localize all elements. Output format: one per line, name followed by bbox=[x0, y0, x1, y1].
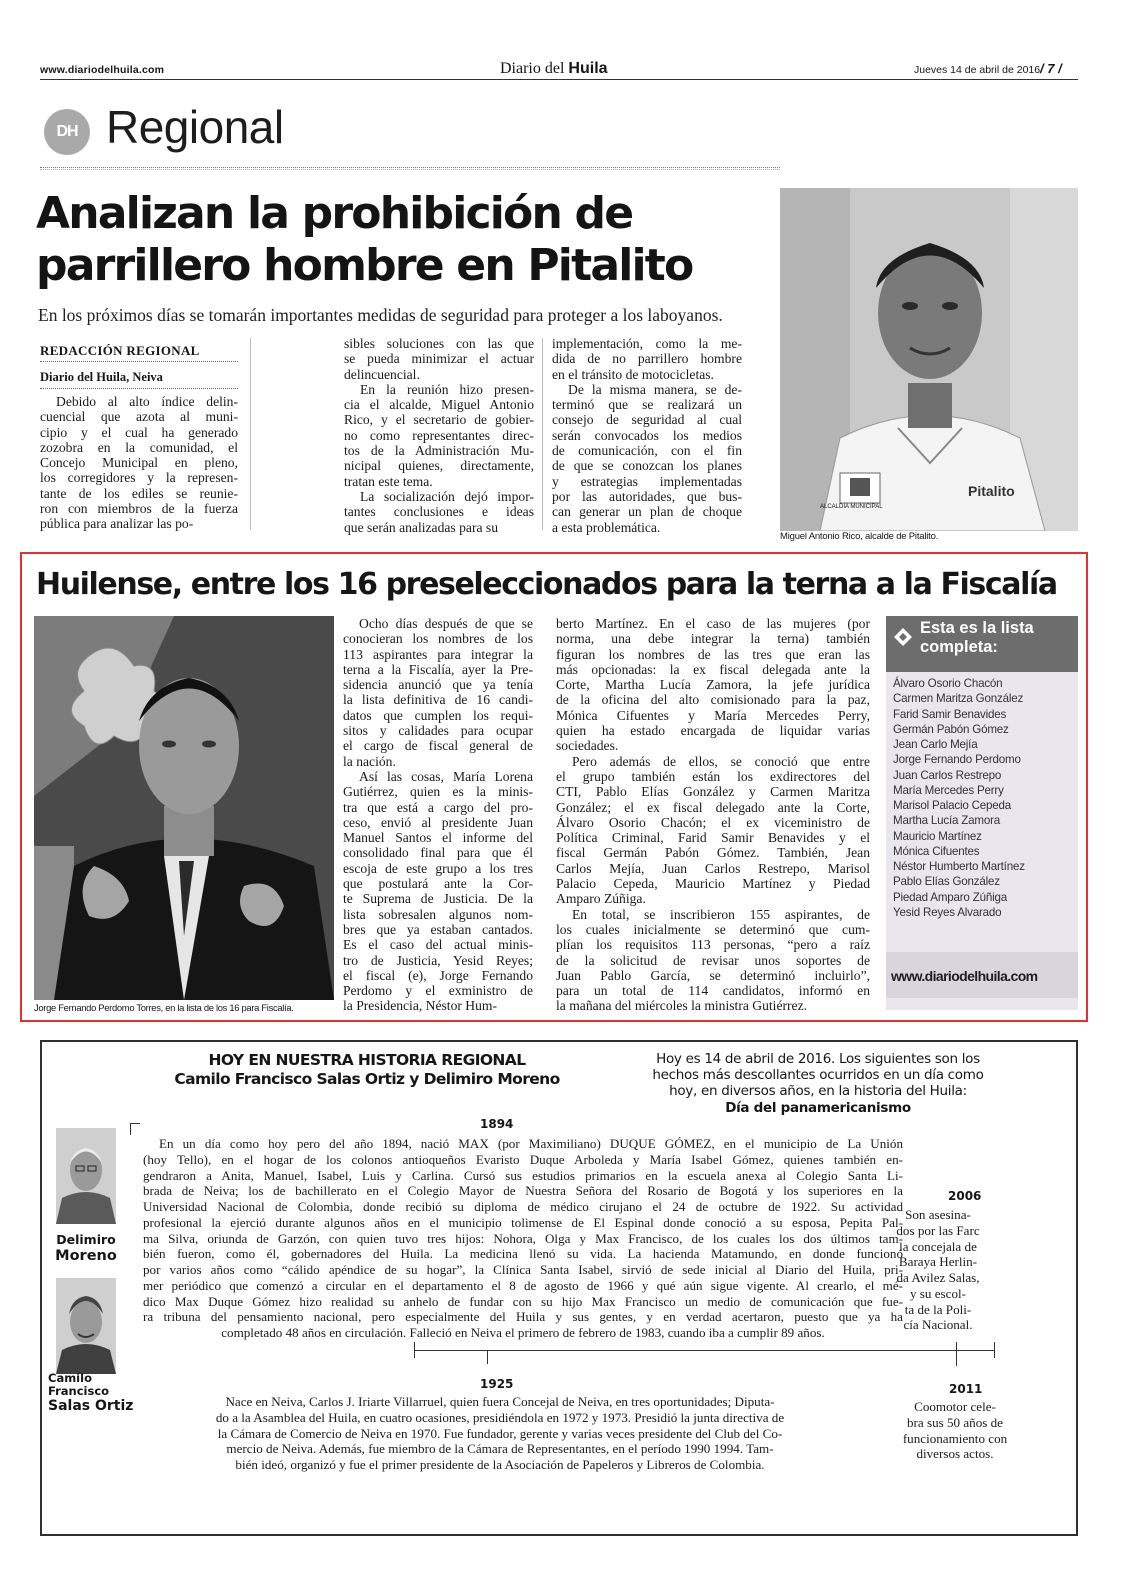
photo-fiscal-perdomo bbox=[34, 616, 334, 1000]
timeline-tick bbox=[994, 1342, 995, 1358]
candidate-name: Martha Lucía Zamora bbox=[893, 814, 1001, 828]
text-line: pública para analizar las po- bbox=[40, 516, 194, 532]
text-line: lista sobresalen algunos nom- bbox=[343, 906, 533, 922]
page-number: / 7 / bbox=[1040, 61, 1062, 76]
text-line: consejo de seguridad al cual bbox=[552, 412, 742, 428]
text-line: por varios años como “cálido apéndice de su hogar”, la Clínica Santa Isabel, sirvió de sede inicial al Diario del Huila, pri- bbox=[143, 1262, 903, 1277]
text-line: En la reunión hizo presen- bbox=[360, 381, 534, 397]
text-line: can generar un plan de choque bbox=[552, 504, 742, 520]
text-line: la Presidencia, Néstor Hum- bbox=[343, 998, 498, 1014]
text-line: norma, una debe integrar la terna) también bbox=[556, 631, 870, 647]
history-day-title: Día del panamericanismo bbox=[725, 1100, 911, 1116]
text-line: ron con miembros de la fuerza bbox=[40, 501, 238, 517]
article1-deck: En los próximos días se tomarán importantes medidas de seguridad para proteger a los laboyanos. bbox=[38, 305, 723, 325]
uniform-badge-left: ALCALDIA MUNICIPAL bbox=[820, 504, 883, 510]
text-line: dida de no parrillero hombre bbox=[552, 351, 742, 367]
article1-column-2 bbox=[344, 336, 534, 535]
text-line: la concejala de bbox=[899, 1238, 977, 1254]
text-line: datos que cumplen los requi- bbox=[343, 707, 533, 723]
text-line: de la oficina del alto comisionado para la paz, bbox=[556, 692, 870, 708]
text-line: tante de los ediles se reunie- bbox=[40, 485, 238, 501]
intro-line: hoy, en diversos años, en la historia del Huila: bbox=[669, 1083, 967, 1099]
text-line: (hoy Tello), en el hogar de los colonos antioqueños Evaristo Duque Arboleda y María Isabel Gómez, quienes también en- bbox=[143, 1151, 903, 1167]
article1-dateline: Diario del Huila, Neiva bbox=[40, 370, 163, 384]
text-line: bién fueron, como él, gobernadores del Huila. La medicina llenó su vida. La hacienda Matamundo, en donde funcionó bbox=[143, 1246, 903, 1262]
year-1894: 1894 bbox=[480, 1117, 514, 1131]
section-title: Regional bbox=[106, 101, 284, 153]
text-line: Es el caso del actual minis- bbox=[343, 937, 533, 953]
text-line: quien ha estado encargada de liquidar varias bbox=[556, 723, 870, 739]
text-line: mer periódico que comenzó a circular en el departamento el 8 de agosto de 1966 y qué aún sigue vigente. Al crearlo, el mé- bbox=[143, 1277, 903, 1293]
text-line: ta de la Poli- bbox=[904, 1301, 972, 1317]
timeline-tick bbox=[487, 1350, 488, 1364]
candidate-name: Néstor Humberto Martínez bbox=[893, 860, 1025, 873]
candidate-name: Álvaro Osorio Chacón bbox=[893, 677, 1003, 690]
issue-date: Jueves 14 de abril de 2016 bbox=[914, 64, 1041, 76]
text-line: en el tránsito de motocicletas. bbox=[552, 366, 714, 382]
text-line: Son asesina- bbox=[905, 1207, 971, 1222]
intro-line: hechos más descollantes ocurridos en un día como bbox=[652, 1067, 984, 1083]
event-2011-text bbox=[900, 1399, 1010, 1462]
text-line: plían los requisitos 113 personas, “pero a raíz bbox=[556, 937, 870, 953]
timeline-tick bbox=[414, 1342, 415, 1358]
year-2011: 2011 bbox=[949, 1382, 983, 1396]
text-line: Nace en Neiva, Carlos J. Iriarte Villarruel, quien fuera Concejal de Neiva, en tres oportunidades; Diputa- bbox=[225, 1394, 775, 1409]
timeline-tick bbox=[130, 1123, 140, 1124]
article1-byline: REDACCIÓN REGIONAL bbox=[40, 343, 200, 358]
text-line: la lista definitiva de 16 candi- bbox=[343, 692, 533, 708]
text-line: bién ideó, organizó y fue el primer presidente de la Asociación de Papeleros y Libreros de Colombia. bbox=[235, 1457, 765, 1472]
text-line: Así las cosas, María Lorena bbox=[359, 768, 533, 784]
text-line: terna a la Fiscalía, ayer la Pre- bbox=[343, 661, 533, 677]
text-line: ra tribuna del pensamiento nacional, pero especialmente del Huila y sus gentes, y en verdad acertaron, puesto que ya ha bbox=[143, 1309, 903, 1325]
event-1894-text bbox=[143, 1136, 903, 1341]
text-line: dos por las Farc bbox=[896, 1222, 980, 1238]
photo-delimiro-moreno bbox=[56, 1128, 116, 1224]
event-1925-text bbox=[150, 1394, 850, 1473]
candidate-name: Juan Carlos Restrepo bbox=[893, 768, 1002, 782]
column-divider bbox=[542, 338, 543, 530]
article1-column-1 bbox=[40, 394, 238, 532]
text-line: En total, se inscribieron 155 aspirantes, de bbox=[572, 906, 870, 922]
article1-headline: Analizan la prohibición de parrillero hombre en Pitalito bbox=[36, 188, 693, 291]
text-line: tos de la Administración Mu- bbox=[344, 443, 534, 459]
text-line: delincuencial. bbox=[344, 366, 420, 382]
text-line: Coomotor cele- bbox=[914, 1399, 996, 1414]
text-line: bra sus 50 años de bbox=[906, 1414, 1003, 1430]
text-line: Palacio Cepeda, Mauricio Martínez y Piedad bbox=[556, 876, 870, 892]
photo-caption: Jorge Fernando Perdomo Torres, en la lista de los 16 para Fiscalía. bbox=[34, 1002, 294, 1013]
candidate-name: Farid Samir Benavides bbox=[893, 707, 1007, 721]
article1-column-3 bbox=[552, 336, 742, 535]
text-line: do a la Asamblea del Huila, en cuatro ocasiones, presidiéndola en 1972 y 1973. Presidió la junta directiva de bbox=[215, 1409, 785, 1425]
text-line: tro de Justicia, Yesid Reyes; bbox=[343, 952, 533, 968]
text-line: La socialización dejó impor- bbox=[360, 488, 534, 504]
text-line: para un total de 114 candidatos, informó en bbox=[556, 983, 870, 999]
text-line: Amparo Zúñiga. bbox=[556, 891, 646, 907]
text-line: Perdomo y el exministro de bbox=[343, 983, 533, 999]
sidebar-title: Esta es la lista completa: bbox=[920, 619, 1034, 656]
header-rule bbox=[40, 79, 1078, 80]
article2-headline: Huilense, entre los 16 preseleccionados para la terna a la Fiscalía bbox=[36, 567, 1057, 602]
candidate-name: Piedad Amparo Zúñiga bbox=[893, 890, 1007, 904]
text-line: de que se conozcan los planes bbox=[552, 458, 742, 474]
text-line: el cargo de fiscal general de bbox=[343, 738, 533, 754]
text-line: que serán analizadas para su bbox=[344, 519, 498, 535]
text-line: diversos actos. bbox=[916, 1446, 994, 1462]
text-line: da Avilez Salas, bbox=[896, 1270, 980, 1285]
text-line: sibles soluciones con las que bbox=[344, 336, 534, 351]
text-line: tratan este tema. bbox=[344, 473, 433, 489]
text-line: de la solicitud de revisar unos soportes de bbox=[556, 952, 870, 968]
diamond-bullet-icon bbox=[893, 627, 913, 647]
text-line: conocieran los nombres de los bbox=[343, 631, 533, 647]
text-line: terminó que se realizará un bbox=[552, 397, 742, 413]
text-line: tra que está a cargo del pro- bbox=[343, 799, 533, 815]
text-line: brada de Neiva; los de bachillerato en el Colegio Mayor de Nuestra Señora del Rosario de Bogotá y los superiores en la bbox=[143, 1183, 903, 1199]
sidebar-url[interactable]: www.diariodelhuila.com bbox=[891, 968, 1038, 984]
text-line: fiscal Germán Pabón Gómez. También, Jean bbox=[556, 845, 870, 861]
text-line: consolidado final para que él bbox=[343, 845, 533, 861]
text-line: Carlos Mejía, Juan Carlos Restrepo, Marisol bbox=[556, 860, 870, 876]
text-line: Álvaro Osorio Chacón; el ex viceministro de bbox=[556, 814, 870, 830]
text-line: ma Silva, oriunda de Garzón, con quien tuvo tres hijos: Nohora, Olga y Max Francisco, de los cuales los dos últimos tam- bbox=[143, 1230, 903, 1246]
text-line: Mónica Cifuentes y María Mercedes Perry, bbox=[556, 707, 870, 723]
text-line: sociedades. bbox=[556, 738, 619, 754]
text-line: ceso, envió al presidente Juan bbox=[343, 814, 533, 830]
text-line: gendraron a Anita, Manuel, Isabel, Luis y Carlina. Cursó sus estudios primarios en la escuela anexa al Colegio Santa Li- bbox=[143, 1167, 903, 1183]
text-line: implementación, como la me- bbox=[552, 336, 742, 351]
text-line: berto Martínez. En el caso de las mujeres (por bbox=[556, 616, 870, 631]
text-line: Concejo Municipal en pleno, bbox=[40, 455, 238, 471]
timeline-axis bbox=[414, 1350, 994, 1351]
text-line: más opcionadas: la ex fiscal delegada ante la bbox=[556, 661, 870, 677]
text-line: Debido al alto índice delin- bbox=[56, 394, 238, 409]
author-delimiro-moreno: Delimiro Moreno bbox=[55, 1232, 117, 1264]
text-line: los cuales inicialmente se determinó que cum- bbox=[556, 921, 870, 937]
text-line: Pero además de ellos, se conoció que entre bbox=[572, 753, 870, 769]
text-line: serán convocados los medios bbox=[552, 427, 742, 443]
dh-logo-badge: DH bbox=[44, 109, 90, 155]
text-line: tantes conclusiones e ideas bbox=[344, 504, 534, 520]
candidate-name: Jorge Fernando Perdomo bbox=[893, 753, 1021, 767]
candidates-list bbox=[893, 676, 1079, 920]
timeline-tick bbox=[956, 1342, 957, 1366]
author-camilo-salas: Camilo Francisco Salas Ortiz bbox=[48, 1371, 134, 1414]
text-line: Baraya Herlin- bbox=[898, 1254, 978, 1270]
text-line: Manuel Santos el informe del bbox=[343, 830, 533, 846]
photo-camilo-salas bbox=[56, 1278, 116, 1374]
newspaper-name: Diario del Huila bbox=[500, 60, 608, 77]
text-line: el fiscal (e), Jorge Fernando bbox=[343, 967, 533, 983]
year-2006: 2006 bbox=[948, 1189, 982, 1203]
text-line: figuran los nombres de las tres que eran las bbox=[556, 646, 870, 662]
candidate-name: Mónica Cifuentes bbox=[893, 844, 980, 858]
text-line: a esta problemática. bbox=[552, 519, 661, 535]
section-rule bbox=[40, 167, 780, 170]
history-title: HOY EN NUESTRA HISTORIA REGIONAL bbox=[208, 1051, 526, 1069]
text-line: dico Max Duque Gómez hizo realidad su anhelo de fundar con su hijo Max Francisco un medio de comunicación que fue- bbox=[143, 1293, 903, 1309]
history-authors: Camilo Francisco Salas Ortiz y Delimiro Moreno bbox=[174, 1070, 560, 1088]
event-2006-text bbox=[888, 1207, 988, 1333]
text-line: funcionamiento con bbox=[902, 1430, 1008, 1446]
candidate-name: Marisol Palacio Cepeda bbox=[893, 799, 1012, 812]
byline-rule bbox=[40, 361, 238, 362]
text-line: sitos y calidades para ocupar bbox=[343, 723, 533, 739]
portrait-illustration bbox=[34, 616, 334, 1000]
candidate-name: María Mercedes Perry bbox=[893, 783, 1004, 797]
dateline-rule bbox=[40, 388, 238, 389]
text-line: sidencia anunció que ya tenía bbox=[343, 677, 533, 693]
text-line: nicipal quienes, directamente, bbox=[344, 458, 534, 474]
text-line: y su escol- bbox=[909, 1285, 966, 1301]
text-line: zozobra en la comunidad, el bbox=[40, 439, 238, 455]
candidate-name: Germán Pabón Gómez bbox=[893, 722, 1009, 736]
text-line: la Cámara de Comercio de Neiva en 1970. Fue fundador, gerente y varias veces presidente del Club del Co- bbox=[217, 1425, 783, 1441]
text-line: Rico, y el secretario de gobier- bbox=[344, 412, 534, 428]
text-line: Corte, Martha Lucía Zamora, la jefe jurídica bbox=[556, 677, 870, 693]
text-line: cía Nacional. bbox=[903, 1317, 973, 1333]
column-divider bbox=[250, 338, 251, 530]
timeline-tick bbox=[130, 1123, 131, 1135]
text-line: De la misma manera, se de- bbox=[568, 381, 742, 397]
text-line: el grupo también están los exdirectores del bbox=[556, 768, 870, 784]
text-line: por las autoridades, que bus- bbox=[552, 488, 742, 504]
article2-column-2 bbox=[556, 616, 870, 1014]
text-line: Ocho días después de que se bbox=[359, 616, 533, 631]
uniform-badge-right: Pitalito bbox=[968, 483, 1015, 499]
text-line: mercio de Neiva. Además, fue miembro de la Cámara de Representantes, en el período 1990 1994. Tam- bbox=[226, 1441, 774, 1457]
text-line: completado 48 años en circulación. Falleció en Neiva el primero de febrero de 1983, cuando iba a cumplir 89 años. bbox=[221, 1325, 825, 1340]
text-line: En un día como hoy pero del año 1894, nació MAX (por Maximiliano) DUQUE GÓMEZ, en el municipio de La Unión bbox=[159, 1136, 903, 1151]
text-line: que postulará ante la Cor- bbox=[343, 876, 533, 892]
text-line: no como representantes direc- bbox=[344, 427, 534, 443]
text-line: la mañana del miércoles la ministra Gutiérrez. bbox=[556, 998, 807, 1014]
text-line: profesional la ejerció durante algunos años en el municipio tolimense de El Espinal donde conoció a su esposa, Pepita Pal- bbox=[143, 1214, 903, 1230]
text-line: escoja de este grupo a los tres bbox=[343, 860, 533, 876]
text-line: bres que ya estaban cantados. bbox=[343, 921, 533, 937]
text-line: de comunicación, con el fin bbox=[552, 443, 742, 459]
text-line: los corregidores y la represen- bbox=[40, 470, 238, 486]
text-line: cipio y el cual ha generado bbox=[40, 424, 238, 440]
text-line: la nación. bbox=[343, 753, 396, 769]
history-intro bbox=[628, 1051, 1008, 1099]
text-line: CTI, Pablo Elías González y Carmen Maritza bbox=[556, 784, 870, 800]
portrait-illustration bbox=[780, 188, 1078, 531]
article2-column-1 bbox=[343, 616, 533, 1014]
candidate-name: Pablo Elías González bbox=[893, 875, 1000, 889]
text-line: González; el ex fiscal delegado ante la Corte, bbox=[556, 799, 870, 815]
text-line: se pueda minimizar el actuar bbox=[344, 351, 534, 367]
text-line: y estrategias implementadas bbox=[552, 473, 742, 489]
text-line: Juan Pablo García, se determinó incluirlo”, bbox=[556, 967, 870, 983]
candidate-name: Carmen Maritza González bbox=[893, 692, 1024, 706]
text-line: Política Criminal, Farid Samir Benavides y el bbox=[556, 830, 870, 846]
text-line: Gutiérrez, quien es la minis- bbox=[343, 784, 533, 800]
photo-mayor-rico bbox=[780, 188, 1078, 531]
candidate-name: Mauricio Martínez bbox=[893, 829, 982, 843]
text-line: cia el alcalde, Miguel Antonio bbox=[344, 397, 534, 413]
text-line: te Suprema de Justicia. De la bbox=[343, 891, 533, 907]
text-line: cuencial que azota al muni- bbox=[40, 409, 238, 425]
text-line: Universidad Nacional de Colombia, donde recibió su diploma de médico cirujano el 24 de octubre de 1922. Su actividad bbox=[143, 1199, 903, 1214]
candidate-name: Yesid Reyes Alvarado bbox=[893, 905, 1002, 919]
website-url[interactable]: www.diariodelhuila.com bbox=[40, 64, 165, 76]
photo-caption: Miguel Antonio Rico, alcalde de Pitalito. bbox=[780, 531, 939, 542]
intro-line: Hoy es 14 de abril de 2016. Los siguientes son los bbox=[656, 1051, 980, 1067]
text-line: 113 aspirantes para integrar la bbox=[343, 646, 533, 662]
year-1925: 1925 bbox=[480, 1377, 514, 1391]
candidate-name: Jean Carlo Mejía bbox=[893, 738, 978, 751]
